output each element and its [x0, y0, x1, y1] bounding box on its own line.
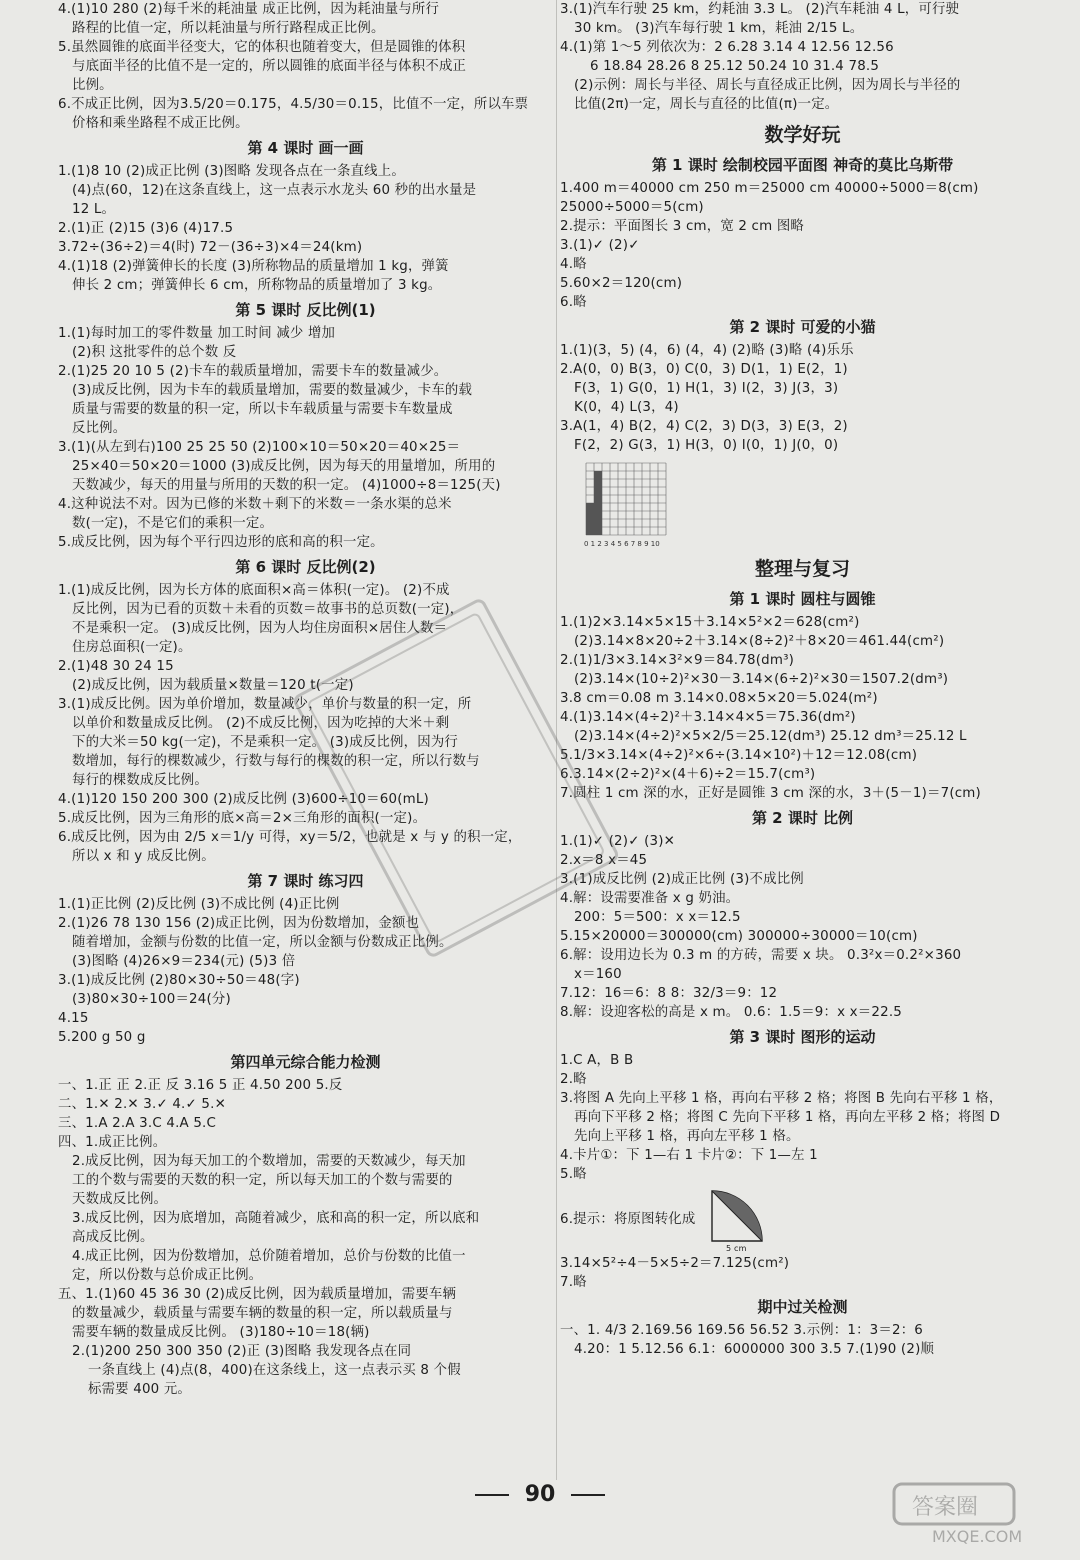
answer-line: 3.8 cm＝0.08 m 3.14×0.08×5×20＝5.024(m²): [560, 691, 878, 706]
answer-line: F(3，1) G(0，1) H(1，3) I(2，3) J(3，3): [574, 381, 839, 396]
section-heading: 第 7 课时 练习四: [247, 872, 364, 890]
answer-line: 2.(1)25 20 10 5 (2)卡车的载质量增加，需要卡车的数量减少。: [58, 364, 448, 379]
answer-line: 所以 x 和 y 成反比例。: [72, 849, 215, 864]
answer-line: 5.略: [560, 1167, 587, 1182]
answer-line: 25000÷5000＝5(cm): [560, 200, 704, 215]
answer-line: 住房总面积(一定)。: [72, 640, 192, 655]
answer-line: 3.(1)✓ (2)✓: [560, 238, 640, 253]
answer-line: 高成反比例。: [72, 1230, 154, 1245]
answer-line: 2.(1)1/3×3.14×3²×9＝84.78(dm³): [560, 653, 795, 668]
answer-line: (3)80×30÷100＝24(分): [72, 992, 231, 1007]
answer-line: 3.(1)(从左到右)100 25 25 50 (2)100×10＝50×20＝40×25＝: [58, 440, 461, 455]
right-column: [560, 0, 1045, 1359]
answer-line: 一条直线上 (4)点(8，400)在这条线上，这一点表示买 8 个假: [88, 1363, 461, 1378]
answer-line: 数(一定)，不是它们的乘积一定。: [72, 516, 274, 531]
answer-line: 2.(1)200 250 300 350 (2)正 (3)图略 我发现各点在同: [72, 1344, 412, 1359]
answer-line: 下的大米＝50 kg(一定)，不是乘积一定。 (3)成反比例，因为行: [72, 735, 459, 750]
sector-hint-line: [560, 1184, 1045, 1254]
answer-line: 需要车辆的数量成反比例。 (3)180÷10＝18(辆): [72, 1325, 370, 1340]
answer-line: F(2，2) G(3，1) H(3，0) I(0，1) J(0，0): [574, 438, 839, 453]
answer-line: 2.A(0，0) B(3，0) C(0，3) D(1，1) E(2，1): [560, 362, 848, 377]
answer-line: 4.成正比例，因为份数增加，总价随着增加，总价与份数的比值一: [72, 1249, 466, 1264]
answer-line: 价格和乘坐路程不成正比例。: [72, 116, 249, 131]
answer-line: 1.(1)每时加工的零件数量 加工时间 减少 增加: [58, 326, 336, 341]
answer-line: 4.这种说法不对。因为已修的米数＋剩下的米数＝一条水渠的总米: [58, 497, 452, 512]
answer-line: (2)积 这批零件的总个数 反: [72, 345, 237, 360]
answer-line: 3.(1)成反比例 (2)80×30÷50＝48(字): [58, 973, 300, 988]
answer-line: 3.(1)成反比例。因为单价增加，数量减少，单价与数量的积一定，所: [58, 697, 472, 712]
answer-line: 3.(1)成反比例 (2)成正比例 (3)不成比例: [560, 872, 804, 887]
page-number: 90: [0, 1482, 1080, 1507]
answer-line: 1.(1)(3，5) (4，6) (4，4) (2)略 (3)略 (4)乐乐: [560, 343, 854, 358]
answer-line: 伸长 2 cm；弹簧伸长 6 cm，所称物品的质量增加了 3 kg。: [72, 278, 442, 293]
answer-line: 比例。: [72, 78, 113, 93]
answer-line: 1.(1)2×3.14×5×15＋3.14×5²×2＝628(cm²): [560, 615, 860, 630]
answer-line: x＝160: [574, 967, 622, 982]
unit-heading: 数学好玩: [764, 124, 841, 146]
answer-line: 3.成反比例，因为底增加，高随着减少，底和高的积一定，所以底和: [72, 1211, 480, 1226]
answer-line: 2.(1)26 78 130 156 (2)成正比例，因为份数增加，金额也: [58, 916, 420, 931]
answer-line: 6.成反比例，因为由 2/5 x＝1/y 可得，xy＝5/2，也就是 x 与 y 的积一定，: [58, 830, 522, 845]
answer-line: 4.(1)10 280 (2)每千米的耗油量 成正比例，因为耗油量与所行: [58, 2, 440, 17]
section-heading: 第 6 课时 反比例(2): [235, 558, 376, 576]
answer-line: K(0，4) L(3，4): [574, 400, 679, 415]
quarter-circle-figure: [696, 1185, 776, 1253]
answer-line: (2)成反比例，因为载质量×数量＝120 t(一定): [72, 678, 354, 693]
answer-line: 3.将图 A 先向上平移 1 格，再向右平移 2 格；将图 B 先向右平移 1 格，: [560, 1091, 1003, 1106]
answer-line: 比值(2π)一定，周长与直径的比值(π)一定。: [574, 97, 839, 112]
answer-line: 2.提示：平面图长 3 cm，宽 2 cm 图略: [560, 219, 805, 234]
answer-line: 30 km。 (3)汽车每行驶 1 km，耗油 2/15 L。: [574, 21, 864, 36]
svg-text:答案圈: 答案圈: [912, 1495, 979, 1520]
svg-text:MXQE.COM: MXQE.COM: [932, 1527, 1023, 1546]
answer-line: (3)成反比例，因为卡车的载质量增加，需要的数量减少，卡车的载: [72, 383, 473, 398]
answer-line: 标需要 400 元。: [88, 1382, 192, 1397]
answer-line: 7.略: [560, 1275, 587, 1290]
answer-line: 4.(1)3.14×(4÷2)²＋3.14×4×5＝75.36(dm²): [560, 710, 856, 725]
answer-line: 与底面半径的比值不是一定的，所以圆锥的底面半径与体积不成正: [72, 59, 467, 74]
answer-line: 3.(1)汽车行驶 25 km，约耗油 3.3 L。 (2)汽车耗油 4 L，可行驶: [560, 2, 960, 17]
answer-line: (2)示例：周长与半径、周长与直径成正比例，因为周长与半径的: [574, 78, 961, 93]
section-heading: 第 5 课时 反比例(1): [235, 301, 376, 319]
answer-line: 二、1.✕ 2.✕ 3.✓ 4.✓ 5.✕: [58, 1097, 226, 1112]
answer-line: 4.15: [58, 1011, 89, 1026]
section-heading: 第 2 课时 比例: [751, 809, 854, 827]
answer-line: 以单价和数量成反比例。 (2)不成反比例，因为吃掉的大米＋剩: [72, 716, 450, 731]
answer-line: 三、1.A 2.A 3.C 4.A 5.C: [58, 1116, 217, 1131]
answer-line: 4.20：1 5.12.56 6.1：6000000 300 3.5 7.(1)90 (2)顺: [574, 1342, 935, 1357]
answer-line: 1.(1)✓ (2)✓ (3)✕: [560, 834, 676, 849]
answer-line: 3.14×5²÷4－5×5÷2＝7.125(cm²): [560, 1256, 790, 1271]
answer-line: 先向上平移 1 格，再向左平移 1 格。: [574, 1129, 800, 1144]
cat-grid-figure: [572, 458, 682, 548]
answer-line: 再向下平移 2 格；将图 C 先向下平移 1 格，再向左平移 2 格；将图 D: [574, 1110, 1001, 1125]
answer-line: 1.(1)正比例 (2)反比例 (3)不成比例 (4)正比例: [58, 897, 340, 912]
answer-line: 7.12：16＝6：8 8：32/3＝9：12: [560, 986, 778, 1001]
answer-line: 2.x＝8 x＝45: [560, 853, 648, 868]
answer-line: 1.(1)成反比例，因为长方体的底面积×高＝体积(一定)。 (2)不成: [58, 583, 450, 598]
section-heading: 第 4 课时 画一画: [247, 139, 364, 157]
answer-line: 5.60×2＝120(cm): [560, 276, 683, 291]
answer-line: 3.A(1，4) B(2，4) C(2，3) D(3，3) E(3，2): [560, 419, 848, 434]
answer-line: 200：5＝500：x x＝12.5: [574, 910, 741, 925]
answer-line: 4.卡片①：下 1—右 1 卡片②：下 1—左 1: [560, 1148, 818, 1163]
answer-line: 4.(1)18 (2)弹簧伸长的长度 (3)所称物品的质量增加 1 kg，弹簧: [58, 259, 449, 274]
answer-line: 工的个数与需要的天数的积一定，所以每天加工的个数与需要的: [72, 1173, 453, 1188]
answer-line: 3.72÷(36÷2)＝4(时) 72－(36÷3)×4＝24(km): [58, 240, 363, 255]
answer-line: (4)点(60，12)在这条直线上，这一点表示水龙头 60 秒的出水量是: [72, 183, 477, 198]
answer-line: 25×40＝50×20＝1000 (3)成反比例，因为每天的用量增加，所用的: [72, 459, 496, 474]
answer-line: 4.解：设需要准备 x g 奶油。: [560, 891, 740, 906]
answer-line: (3)图略 (4)26×9＝234(元) (5)3 倍: [72, 954, 296, 969]
answer-line: 反比例，因为已看的页数＋未看的页数＝故事书的总页数(一定)，: [72, 602, 464, 617]
answer-line: 6.不成正比例，因为3.5/20＝0.175，4.5/30＝0.15，比值不一定，所以车票: [58, 97, 529, 112]
answer-line: 1.C A，B B: [560, 1053, 634, 1068]
answer-line: 定，所以份数与总价成正比例。: [72, 1268, 263, 1283]
answer-line: 6.解：设用边长为 0.3 m 的方砖，需要 x 块。 0.3²x＝0.2²×360: [560, 948, 962, 963]
answer-line: 不是乘积一定。 (3)成反比例，因为人均住房面积×居住人数＝: [72, 621, 448, 636]
answer-line: 数增加，每行的棵数减少，行数与每行的棵数的积一定，所以行数与: [72, 754, 480, 769]
answer-line: 一、1. 4/3 2.169.56 169.56 56.52 3.示例：1：3＝2：6: [560, 1323, 924, 1338]
answer-line: 6.略: [560, 295, 587, 310]
answer-line: 的数量减少，载质量与需要车辆的数量的积一定，所以载质量与: [72, 1306, 453, 1321]
answer-line: 路程的比值一定，所以耗油量与所行路程成正比例。: [72, 21, 385, 36]
answer-line: 6 18.84 28.26 8 25.12 50.24 10 31.4 78.5: [590, 59, 880, 74]
section-heading: 期中过关检测: [757, 1298, 848, 1316]
answer-line: 四、1.成正比例。: [58, 1135, 167, 1150]
answer-line: 5.1/3×3.14×(4÷2)²×6÷(3.14×10²)＋12＝12.08(cm): [560, 748, 918, 763]
hint-text: 6.提示：将原图转化成: [560, 1211, 696, 1227]
answer-line: 天数成反比例。: [72, 1192, 168, 1207]
answer-line: (2)3.14×8×20÷2＋3.14×(8÷2)²＋8×20＝461.44(cm²): [574, 634, 945, 649]
svg-text:0 1 2 3 4 5 6 7 8 9 10: 0 1 2 3 4 5 6 7 8 9 10: [584, 540, 660, 548]
answer-line: 质量与需要的数量的积一定，所以卡车载质量与需要卡车数量成: [72, 402, 453, 417]
answer-line: 天数减少，每天的用量与所用的天数的积一定。 (4)1000÷8＝125(天): [72, 478, 501, 493]
answer-line: 随着增加，金额与份数的比值一定，所以金额与份数成正比例。: [72, 935, 453, 950]
answer-line: 4.略: [560, 257, 587, 272]
answer-line: 4.(1)120 150 200 300 (2)成反比例 (3)600÷10＝60(mL): [58, 792, 429, 807]
answer-line: 每行的棵数成反比例。: [72, 773, 208, 788]
answer-line: 8.解：设迎客松的高是 x m。 0.6：1.5＝9：x x＝22.5: [560, 1005, 903, 1020]
answer-line: 5.成反比例，因为三角形的底×高＝2×三角形的面积(一定)。: [58, 811, 427, 826]
section-heading: 第 3 课时 图形的运动: [729, 1028, 876, 1046]
answer-line: 1.400 m＝40000 cm 250 m＝25000 cm 40000÷5000＝8(cm): [560, 181, 979, 196]
unit-heading: 整理与复习: [754, 558, 850, 580]
answer-line: 反比例。: [72, 421, 127, 436]
answer-line: 1.(1)8 10 (2)成正比例 (3)图略 发现各点在一条直线上。: [58, 164, 405, 179]
section-heading: 第 1 课时 圆柱与圆锥: [729, 590, 876, 608]
answer-line: 6.3.14×(2÷2)²×(4＋6)÷2＝15.7(cm³): [560, 767, 816, 782]
answer-line: 五、1.(1)60 45 36 30 (2)成反比例，因为载质量增加，需要车辆: [58, 1287, 457, 1302]
answer-line: 4.(1)第 1～5 列依次为：2 6.28 3.14 4 12.56 12.56: [560, 40, 894, 55]
coordinate-figures: [572, 458, 1045, 548]
answer-line: 5.200 g 50 g: [58, 1030, 146, 1045]
answer-line: 7.圆柱 1 cm 深的水，正好是圆锥 3 cm 深的水，3＋(5－1)＝7(cm): [560, 786, 981, 801]
section-heading: 第 2 课时 可爱的小猫: [729, 318, 876, 336]
answer-line: 2.成反比例，因为每天加工的个数增加，需要的天数减少，每天加: [72, 1154, 466, 1169]
section-heading: 第 1 课时 绘制校园平面图 神奇的莫比乌斯带: [651, 156, 954, 174]
answer-line: (2)3.14×(4÷2)²×5×2/5＝25.12(dm³) 25.12 dm³＝25.12 L: [574, 729, 967, 744]
answer-line: 5.15×20000＝300000(cm) 300000÷30000＝10(cm): [560, 929, 918, 944]
answer-line: 2.略: [560, 1072, 587, 1087]
answer-line: 5.虽然圆锥的底面半径变大，它的体积也随着变大，但是圆锥的体积: [58, 40, 466, 55]
svg-text:5 cm: 5 cm: [725, 1244, 747, 1253]
answer-line: 2.(1)48 30 24 15: [58, 659, 174, 674]
answer-line: 5.成反比例，因为每个平行四边形的底和高的积一定。: [58, 535, 384, 550]
answer-line: 12 L。: [72, 202, 116, 217]
answer-line: (2)3.14×(10÷2)²×30－3.14×(6÷2)²×30＝1507.2(dm³): [574, 672, 949, 687]
section-heading: 第四单元综合能力检测: [230, 1053, 381, 1071]
watermark-logo: [892, 1478, 1062, 1548]
answer-line: 一、1.正 正 2.正 反 3.16 5 正 4.50 200 5.反: [58, 1078, 343, 1093]
answer-line: 2.(1)正 (2)15 (3)6 (4)17.5: [58, 221, 234, 236]
